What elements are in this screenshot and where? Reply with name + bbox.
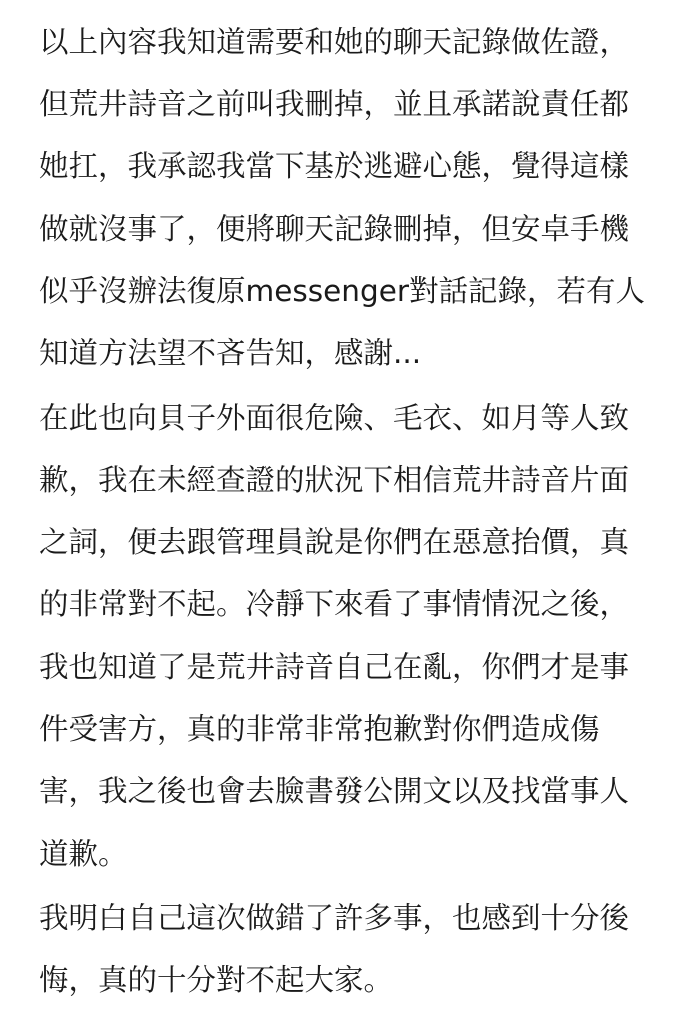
text-line: 道歉。 [39, 837, 128, 871]
text-line: 的非常對不起。冷靜下來看了事情情況之後， [39, 587, 630, 621]
text-line: 害，我之後也會去臉書發公開文以及找當事人 [39, 774, 630, 808]
text-line: 歉，我在未經查證的狀況下相信荒井詩音片面 [39, 463, 630, 497]
text-line: 做就沒事了，便將聊天記錄刪掉，但安卓手機 [39, 212, 630, 246]
text-line: 似乎沒辦法復原messenger對話記錄，若有人 [39, 274, 645, 308]
text-line: 我也知道了是荒井詩音自己在亂，你們才是事 [39, 650, 630, 684]
text-line: 在此也向貝子外面很危險、毛衣、如月等人致 [39, 401, 630, 435]
text-line: 之詞，便去跟管理員說是你們在惡意抬價，真 [39, 525, 630, 559]
text-line: 知道方法望不吝告知，感謝... [39, 336, 422, 370]
text-line: 她扛，我承認我當下基於逃避心態，覺得這樣 [39, 149, 630, 183]
text-line: 我明白自己這次做錯了許多事，也感到十分後 [39, 901, 630, 935]
text-line: 悔，真的十分對不起大家。 [39, 963, 394, 997]
text-line: 以上內容我知道需要和她的聊天記錄做佐證， [39, 25, 630, 59]
text-line: 件受害方，真的非常非常抱歉對你們造成傷 [39, 712, 600, 746]
text-line: 但荒井詩音之前叫我刪掉，並且承諾說責任都 [39, 87, 630, 121]
